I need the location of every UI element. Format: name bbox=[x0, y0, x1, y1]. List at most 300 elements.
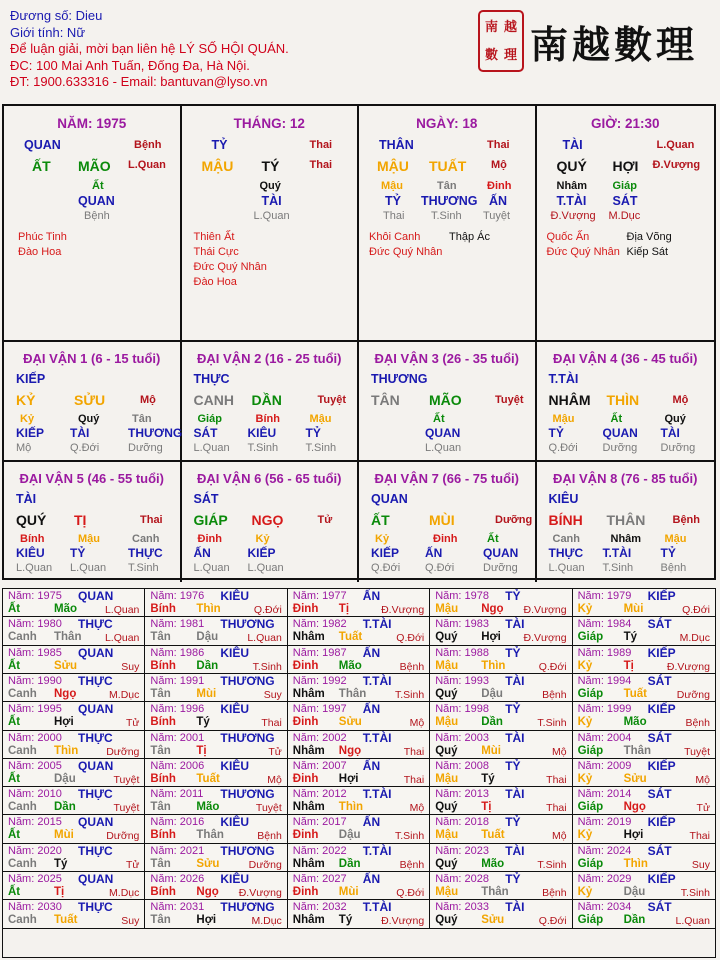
year-label: Năm: 2006 bbox=[150, 759, 205, 772]
year-cell bbox=[145, 646, 287, 674]
year-stage: Đ.Vượng bbox=[523, 604, 567, 616]
year-chi: Thìn bbox=[623, 857, 648, 870]
year-stage: Tuyệt bbox=[113, 773, 140, 786]
pillar-title: GIỜ: 21:30 bbox=[590, 116, 660, 131]
year-chi: Thìn bbox=[54, 744, 79, 757]
hidden-stage: Q.Đới bbox=[70, 442, 100, 454]
hidden-stage: Dưỡng bbox=[660, 442, 696, 454]
hidden-star: TÀI bbox=[70, 426, 90, 440]
year-star: ẤN bbox=[362, 589, 381, 603]
hidden-star: KIÊU bbox=[16, 546, 45, 560]
year-can: Quý bbox=[435, 914, 458, 927]
dai-van-title: ĐẠI VẬN 8 (76 - 85 tuổi) bbox=[553, 471, 698, 486]
year-star: THỰC bbox=[78, 843, 113, 858]
year-stage: Bệnh bbox=[399, 660, 425, 673]
year-chi: Tý bbox=[481, 772, 495, 785]
shen-list-2 bbox=[449, 230, 490, 245]
year-cell bbox=[145, 872, 287, 900]
pillar-star: QUAN bbox=[24, 138, 61, 152]
year-stage: Suy bbox=[121, 915, 140, 928]
dai-van-title: ĐẠI VẬN 7 (66 - 75 tuổi) bbox=[374, 471, 519, 486]
dai-van-chi: MÙI bbox=[429, 512, 455, 528]
pillar-chi2: Đ.Vượng bbox=[652, 159, 701, 171]
year-chi: Mùi bbox=[481, 744, 501, 757]
year-label: Năm: 1985 bbox=[8, 646, 62, 659]
hidden-stem: Mậu bbox=[78, 533, 100, 545]
year-label: Năm: 1996 bbox=[150, 703, 205, 716]
year-stage: T.Sinh bbox=[537, 858, 567, 871]
hidden-star: THƯƠNG bbox=[421, 194, 478, 208]
year-label: Năm: 2007 bbox=[292, 759, 347, 772]
year-star: TÀI bbox=[505, 673, 525, 688]
seal-char: 越 bbox=[503, 20, 517, 35]
year-chi: Hợi bbox=[54, 716, 74, 729]
year-can: Giáp bbox=[577, 687, 604, 700]
year-stage: Bệnh bbox=[685, 717, 710, 730]
dai-van-stage: Bệnh bbox=[672, 514, 700, 526]
year-can: Ất bbox=[8, 716, 21, 729]
year-stage: Dưỡng bbox=[676, 688, 710, 701]
year-label: Năm: 1979 bbox=[577, 590, 632, 602]
year-can: Ất bbox=[8, 829, 21, 842]
year-label: Năm: 2030 bbox=[8, 901, 62, 914]
year-cell bbox=[288, 617, 430, 645]
dai-van-star: THƯƠNG bbox=[371, 372, 428, 386]
year-cell bbox=[573, 674, 715, 702]
year-stage: Mộ bbox=[409, 802, 425, 815]
year-stage: Q.Đới bbox=[538, 660, 567, 673]
hidden-stem: Ất bbox=[610, 413, 623, 425]
hidden-stage: Thai bbox=[383, 210, 405, 222]
year-can: Bính bbox=[150, 829, 176, 842]
year-star: TÀI bbox=[505, 617, 525, 632]
hidden-stage: T.Sinh bbox=[431, 210, 462, 222]
pillar-star2: Thai bbox=[487, 139, 510, 151]
year-star: T.TÀI bbox=[362, 843, 392, 858]
pillar-can: MẬU bbox=[201, 158, 234, 174]
year-can: Nhâm bbox=[292, 914, 325, 927]
year-star: SÁT bbox=[647, 843, 672, 858]
year-cell bbox=[3, 900, 145, 928]
hidden-stage: T.Sinh bbox=[247, 442, 279, 454]
year-chi: Tý bbox=[54, 857, 68, 870]
dai-van-chi: NGỌ bbox=[251, 512, 284, 528]
year-cell bbox=[3, 787, 145, 815]
shen-item: Phúc Tinh bbox=[18, 231, 67, 243]
pillar-chi: TÝ bbox=[261, 158, 280, 174]
year-label: Năm: 1998 bbox=[435, 703, 489, 716]
year-label: Năm: 2029 bbox=[577, 873, 632, 886]
year-chi: Mùi bbox=[623, 603, 644, 615]
hidden-star: TỶ bbox=[660, 546, 676, 560]
hidden-stem: Giáp bbox=[612, 180, 637, 192]
year-label: Năm: 1989 bbox=[577, 646, 632, 659]
year-cell bbox=[3, 759, 145, 787]
year-can: Tân bbox=[150, 744, 171, 757]
year-star: THỰC bbox=[78, 673, 113, 688]
year-can: Nhâm bbox=[292, 801, 325, 814]
year-can: Mậu bbox=[435, 716, 459, 729]
year-chi: Ngọ bbox=[196, 886, 219, 899]
year-stage: Tử bbox=[268, 745, 282, 758]
year-stage: Suy bbox=[691, 858, 710, 871]
year-chi: Tuất bbox=[196, 772, 220, 785]
dai-van-title: ĐẠI VẬN 4 (36 - 45 tuổi) bbox=[553, 351, 698, 366]
year-chi: Mùi bbox=[196, 687, 217, 700]
year-star: THƯƠNG bbox=[220, 673, 275, 688]
year-chi: Ngọ bbox=[338, 744, 362, 757]
year-chi: Dần bbox=[338, 857, 361, 870]
dai-van-chi: THÌN bbox=[606, 392, 640, 408]
pillar-can: QUÝ bbox=[556, 158, 587, 174]
year-cell bbox=[573, 731, 715, 759]
pillar-chi2: Thai bbox=[309, 159, 333, 171]
hidden-stage: Dưỡng bbox=[483, 562, 518, 574]
hidden-star: TỶ bbox=[305, 426, 321, 440]
year-can: Tân bbox=[150, 801, 171, 814]
year-cell bbox=[430, 844, 572, 872]
year-chi: Dần bbox=[623, 914, 646, 927]
pillar-can: MẬU bbox=[377, 158, 409, 174]
shen-list-2 bbox=[627, 230, 672, 260]
year-chi: Ngọ bbox=[54, 687, 77, 700]
hidden-stage: Q.Đới bbox=[425, 562, 455, 574]
pillar-chi: HỢI bbox=[612, 158, 639, 174]
hidden-stem: Kỷ bbox=[255, 533, 270, 545]
year-can: Canh bbox=[8, 631, 37, 644]
shen-item: Quốc Ấn bbox=[546, 231, 590, 243]
hidden-stage: Dưỡng bbox=[128, 442, 163, 454]
hidden-stage: L.Quan bbox=[247, 562, 284, 574]
year-star: KIÊU bbox=[220, 702, 250, 717]
year-cell bbox=[430, 702, 572, 730]
dai-van-can: QUÝ bbox=[16, 512, 47, 528]
dai-van-title: ĐẠI VẬN 6 (56 - 65 tuổi) bbox=[197, 471, 342, 486]
hidden-stem: Nhâm bbox=[610, 533, 642, 545]
hidden-stem: Đinh bbox=[197, 533, 222, 545]
year-star: THƯƠNG bbox=[220, 787, 275, 802]
year-stage: Tử bbox=[125, 717, 140, 730]
year-label: Năm: 1987 bbox=[292, 646, 347, 659]
year-label: Năm: 2028 bbox=[435, 873, 489, 886]
year-cell bbox=[288, 759, 430, 787]
dai-van-6 bbox=[182, 462, 360, 582]
year-stage: T.Sinh bbox=[395, 830, 425, 843]
year-can: Ất bbox=[8, 886, 21, 899]
year-stage: Tuyệt bbox=[113, 802, 140, 815]
year-chi: Thân bbox=[196, 829, 224, 842]
hidden-star: T.TÀI bbox=[556, 194, 587, 208]
year-label: Năm: 2012 bbox=[292, 788, 347, 801]
year-stage: T.Sinh bbox=[537, 717, 567, 730]
dai-van-3 bbox=[359, 342, 537, 462]
hidden-star: QUAN bbox=[425, 426, 461, 440]
year-cell bbox=[288, 589, 430, 617]
year-stage: Đ.Vượng bbox=[238, 887, 282, 900]
year-can: Nhâm bbox=[292, 687, 325, 700]
year-can: Mậu bbox=[435, 772, 459, 785]
year-cell bbox=[430, 674, 572, 702]
year-chi: Tuất bbox=[623, 687, 648, 700]
year-star: SÁT bbox=[647, 900, 672, 915]
pillar-title: NĂM: 1975 bbox=[57, 116, 127, 131]
address-line: ĐC: 100 Mai Anh Tuấn, Đống Đa, Hà Nội. bbox=[10, 57, 250, 73]
pillar-chi: MÃO bbox=[78, 158, 111, 174]
year-chi: Dậu bbox=[196, 631, 219, 644]
dai-van-stage: Mộ bbox=[672, 394, 689, 406]
logo-text: 南越數理 bbox=[530, 21, 699, 67]
year-label: Năm: 1992 bbox=[292, 674, 347, 687]
year-star: SÁT bbox=[647, 787, 672, 802]
year-star: THỰC bbox=[78, 900, 113, 915]
hidden-star: KIÊU bbox=[247, 426, 277, 440]
year-stage: Tử bbox=[125, 858, 140, 871]
year-label: Năm: 2034 bbox=[577, 901, 632, 914]
dai-van-can: ẤT bbox=[371, 512, 390, 528]
year-chi: Sửu bbox=[623, 772, 647, 785]
year-chi: Mão bbox=[623, 716, 647, 729]
year-star: ẤN bbox=[362, 645, 381, 660]
hidden-star: KIẾP bbox=[371, 546, 400, 560]
year-chi: Tý bbox=[623, 631, 638, 644]
year-label: Năm: 2025 bbox=[8, 873, 62, 886]
year-cell bbox=[288, 702, 430, 730]
year-chi: Mùi bbox=[338, 886, 359, 899]
year-stage: Dưỡng bbox=[106, 830, 140, 843]
hidden-star: QUAN bbox=[78, 194, 115, 208]
shen-item: Kiếp Sát bbox=[626, 246, 669, 258]
year-can: Giáp bbox=[577, 857, 604, 870]
year-star: KIÊU bbox=[220, 645, 250, 660]
hidden-stage: M.Dục bbox=[608, 210, 641, 222]
dai-van-chi: DẦN bbox=[251, 392, 282, 408]
header-info bbox=[10, 8, 289, 91]
dai-van-stage: Tuyệt bbox=[495, 394, 524, 406]
hidden-stage: Tuyệt bbox=[483, 210, 511, 222]
dai-van-1 bbox=[4, 342, 182, 462]
year-label: Năm: 2023 bbox=[435, 844, 489, 857]
hidden-star: TỶ bbox=[548, 426, 564, 440]
year-chi: Sửu bbox=[338, 716, 362, 729]
year-star: TÀI bbox=[505, 900, 525, 915]
contact-line: Để luận giải, mời bạn liên hệ LÝ SỐ HỘI QUÁN. bbox=[10, 41, 289, 56]
shen-item: Đức Quý Nhân bbox=[369, 246, 443, 258]
year-can: Bính bbox=[150, 716, 176, 729]
year-can: Canh bbox=[8, 687, 37, 700]
year-chi: Sửu bbox=[196, 857, 220, 870]
hidden-stem: Giáp bbox=[197, 413, 222, 425]
year-chi: Dậu bbox=[623, 886, 646, 899]
year-star: TỶ bbox=[505, 872, 521, 887]
pillar-star: THÂN bbox=[379, 138, 414, 152]
hidden-star: SÁT bbox=[612, 194, 638, 208]
year-cell bbox=[430, 815, 572, 843]
year-chi: Dậu bbox=[481, 687, 503, 700]
year-can: Tân bbox=[150, 857, 171, 870]
dai-van-can: BÍNH bbox=[548, 512, 583, 528]
hidden-stem: Bính bbox=[255, 413, 280, 425]
dai-van-star: KIÊU bbox=[548, 492, 579, 506]
year-cell bbox=[288, 646, 430, 674]
year-label: Năm: 1984 bbox=[577, 618, 632, 631]
hidden-stem: Quý bbox=[78, 413, 100, 425]
year-star: KIẾP bbox=[647, 645, 676, 660]
hidden-stem: Kỷ bbox=[375, 533, 390, 545]
year-can: Bính bbox=[150, 603, 176, 615]
year-chi: Hợi bbox=[196, 914, 217, 927]
year-cell bbox=[573, 617, 715, 645]
hidden-stage: L.Quan bbox=[548, 562, 585, 574]
year-label: Năm: 1978 bbox=[435, 590, 489, 602]
year-label: Năm: 2004 bbox=[577, 731, 632, 744]
year-can: Kỷ bbox=[577, 829, 593, 842]
year-stage: Đ.Vượng bbox=[523, 632, 567, 645]
year-can: Ất bbox=[8, 659, 21, 672]
year-label: Năm: 1986 bbox=[150, 646, 205, 659]
year-label: Năm: 2017 bbox=[292, 816, 347, 829]
year-chi: Hợi bbox=[623, 829, 644, 842]
hidden-stem: Mậu bbox=[664, 533, 687, 545]
hidden-stem: Ất bbox=[487, 533, 499, 545]
year-cell bbox=[145, 787, 287, 815]
hidden-stage: L.Quan bbox=[193, 562, 230, 574]
year-can: Canh bbox=[8, 744, 37, 757]
year-stage: Thai bbox=[261, 717, 282, 730]
hidden-stage: L.Quan bbox=[16, 562, 53, 574]
hidden-star: QUAN bbox=[483, 546, 519, 560]
year-star: KIẾP bbox=[647, 815, 676, 830]
seal-icon bbox=[478, 10, 524, 72]
year-cell bbox=[288, 731, 430, 759]
hidden-stem: Ất bbox=[433, 413, 445, 425]
year-can: Nhâm bbox=[292, 744, 325, 757]
year-stage: Q.Đới bbox=[682, 604, 710, 616]
year-chi: Dậu bbox=[54, 772, 76, 785]
year-label: Năm: 2031 bbox=[150, 901, 205, 914]
year-can: Tân bbox=[150, 914, 171, 927]
year-star: KIÊU bbox=[220, 758, 250, 773]
year-cell bbox=[288, 872, 430, 900]
year-cell bbox=[288, 674, 430, 702]
year-cell bbox=[145, 731, 287, 759]
year-stage: L.Quan bbox=[247, 632, 282, 645]
year-label: Năm: 1997 bbox=[292, 703, 347, 716]
year-can: Đinh bbox=[292, 659, 319, 672]
year-can: Mậu bbox=[435, 886, 459, 899]
year-can: Đinh bbox=[292, 603, 319, 615]
year-label: Năm: 2016 bbox=[150, 816, 205, 829]
year-stage: Thai bbox=[546, 773, 567, 786]
year-cell bbox=[430, 589, 572, 617]
year-chi: Tuất bbox=[481, 829, 505, 842]
year-stage: Dưỡng bbox=[248, 858, 282, 871]
shen-item: Địa Võng bbox=[626, 231, 672, 243]
year-can: Mậu bbox=[435, 603, 459, 615]
year-chi: Thân bbox=[481, 886, 509, 899]
pillar-chi2: Mộ bbox=[491, 159, 507, 171]
year-cell bbox=[430, 646, 572, 674]
year-cell bbox=[3, 674, 145, 702]
pillar-year bbox=[4, 106, 182, 342]
year-stage: L.Quan bbox=[104, 632, 140, 645]
year-stage: Tuyệt bbox=[255, 802, 282, 815]
dai-van-stage: Mộ bbox=[140, 394, 156, 406]
year-can: Nhâm bbox=[292, 631, 325, 644]
year-chi: Dần bbox=[481, 716, 503, 729]
year-stage: Q.Đới bbox=[396, 632, 425, 645]
hidden-stem: Canh bbox=[552, 533, 580, 545]
year-cell bbox=[3, 702, 145, 730]
year-label: Năm: 2026 bbox=[150, 873, 205, 886]
year-label: Năm: 2024 bbox=[577, 844, 632, 857]
year-chi: Tị bbox=[54, 886, 65, 899]
year-cell bbox=[430, 872, 572, 900]
pillar-can: ẤT bbox=[32, 158, 51, 174]
owner-name: Đương số: Dieu bbox=[10, 8, 103, 23]
year-can: Quý bbox=[435, 631, 458, 644]
year-stage: Thai bbox=[689, 830, 710, 843]
dai-van-chi: MÃO bbox=[429, 392, 462, 408]
year-can: Bính bbox=[150, 772, 176, 785]
shen-item: Thiên Ất bbox=[193, 231, 235, 243]
year-stage: M.Dục bbox=[679, 632, 710, 645]
shen-list bbox=[18, 230, 67, 260]
dai-van-chi: SỬU bbox=[74, 392, 106, 408]
year-stage: M.Dục bbox=[251, 915, 282, 928]
year-can: Quý bbox=[435, 857, 458, 870]
year-stage: Mộ bbox=[695, 773, 710, 786]
hidden-stage: Bệnh bbox=[660, 562, 687, 574]
year-label: Năm: 2001 bbox=[150, 731, 205, 744]
year-star: TỶ bbox=[505, 758, 521, 773]
year-chi: Sửu bbox=[54, 659, 78, 672]
year-label: Năm: 2027 bbox=[292, 873, 347, 886]
year-label: Năm: 1975 bbox=[8, 590, 62, 602]
hidden-star: ẤN bbox=[489, 194, 508, 208]
year-label: Năm: 2033 bbox=[435, 901, 489, 914]
year-can: Canh bbox=[8, 914, 37, 927]
year-cell bbox=[430, 617, 572, 645]
year-stage: T.Sinh bbox=[252, 660, 282, 673]
hidden-star: TỶ bbox=[70, 546, 86, 560]
dai-van-7 bbox=[359, 462, 537, 582]
year-label: Năm: 2015 bbox=[8, 816, 62, 829]
year-label: Năm: 2005 bbox=[8, 759, 62, 772]
year-stage: Bệnh bbox=[542, 887, 567, 900]
hidden-stage: Đ.Vượng bbox=[550, 210, 596, 222]
year-cell bbox=[288, 844, 430, 872]
logo bbox=[478, 10, 698, 72]
year-stage: Dưỡng bbox=[106, 745, 140, 758]
year-chi: Thìn bbox=[196, 603, 221, 615]
year-stage: Đ.Vượng bbox=[666, 660, 710, 673]
dai-van-can: GIÁP bbox=[193, 512, 228, 528]
hidden-stage: Q.Đới bbox=[371, 562, 401, 574]
year-cell bbox=[288, 815, 430, 843]
hidden-stem: Mậu bbox=[381, 180, 403, 192]
shen-item: Thập Ác bbox=[449, 231, 490, 243]
dai-van-chi: TỊ bbox=[74, 512, 87, 528]
year-label: Năm: 2018 bbox=[435, 816, 489, 829]
seal-char: 數 bbox=[484, 48, 498, 63]
year-star: THƯƠNG bbox=[220, 617, 275, 632]
hidden-star: SÁT bbox=[193, 426, 218, 440]
year-chi: Tý bbox=[196, 716, 210, 729]
year-stage: T.Sinh bbox=[395, 688, 425, 701]
year-chi: Thân bbox=[623, 744, 652, 757]
year-star: THƯƠNG bbox=[220, 900, 275, 915]
year-can: Giáp bbox=[577, 914, 604, 927]
